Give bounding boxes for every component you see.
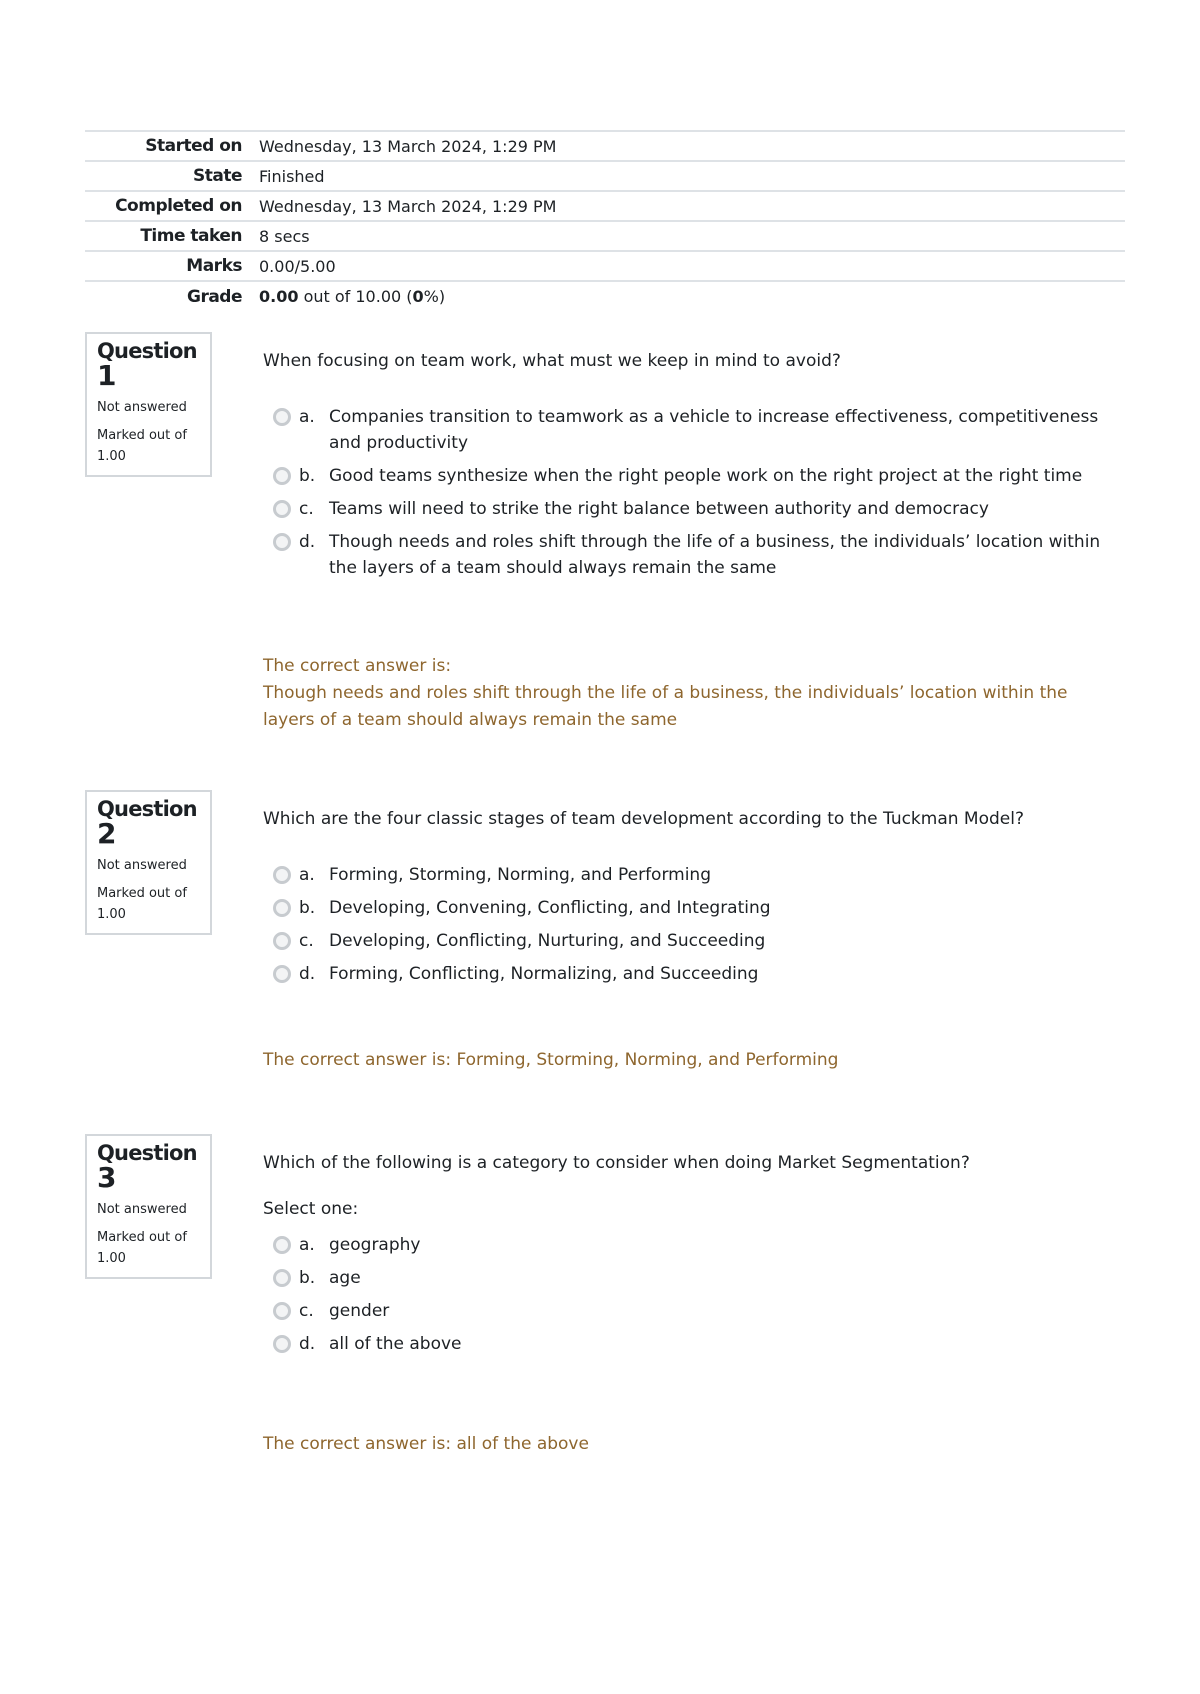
question-number: 2 — [97, 817, 117, 850]
summary-label: Marks — [85, 251, 257, 281]
summary-label: Completed on — [85, 191, 257, 221]
summary-row-marks — [85, 251, 1125, 281]
question-grade: Marked out of 1.00 — [97, 1230, 187, 1266]
answer-letter: c. — [299, 931, 314, 951]
radio-button-icon[interactable] — [273, 866, 291, 884]
summary-row-state — [85, 161, 1125, 191]
grade-out-of: out of 10.00 ( — [303, 287, 413, 306]
answer-letter: a. — [299, 865, 315, 885]
answer-option-b[interactable] — [263, 1265, 1103, 1291]
question-state: Not answered — [97, 400, 187, 415]
radio-button-icon[interactable] — [273, 1236, 291, 1254]
attempt-summary-table — [85, 130, 1125, 311]
grade-percent: 0 — [412, 287, 424, 306]
summary-label: Time taken — [85, 221, 257, 251]
answer-text: Developing, Conflicting, Nurturing, and Succeeding — [329, 931, 766, 951]
radio-button-icon[interactable] — [273, 467, 291, 485]
correct-answer-text: Though needs and roles shift through the life of a business, the individuals’ location within the layers of a team should always remain the same — [263, 683, 1068, 730]
select-one-prompt: Select one: — [263, 1199, 359, 1219]
answer-list — [263, 862, 1103, 987]
answer-letter: b. — [299, 898, 316, 918]
summary-value: Finished — [257, 161, 1125, 191]
radio-button-icon[interactable] — [273, 1335, 291, 1353]
question-label: Question — [97, 339, 197, 363]
answer-letter: d. — [299, 1334, 316, 1354]
answer-option-a[interactable] — [263, 862, 1103, 888]
summary-label: Started on — [85, 131, 257, 161]
answer-option-c[interactable] — [263, 1298, 1103, 1324]
answer-text: Though needs and roles shift through the life of a business, the individuals’ location within the layers of a team should always remain the same — [329, 532, 1101, 578]
radio-button-icon[interactable] — [273, 500, 291, 518]
answer-text: Forming, Storming, Norming, and Performing — [329, 865, 711, 885]
radio-button-icon[interactable] — [273, 1302, 291, 1320]
radio-button-icon[interactable] — [273, 533, 291, 551]
question-state: Not answered — [97, 1202, 187, 1217]
question-content — [263, 806, 1103, 1074]
answer-text: all of the above — [329, 1334, 462, 1354]
question-grade: Marked out of 1.00 — [97, 886, 187, 922]
answer-option-a[interactable] — [263, 404, 1103, 456]
answer-text: Developing, Convening, Conflicting, and Integrating — [329, 898, 771, 918]
radio-button-icon[interactable] — [273, 1269, 291, 1287]
question-number: 3 — [97, 1161, 117, 1194]
answer-text: Good teams synthesize when the right people work on the right project at the right time — [329, 466, 1083, 486]
correct-answer-heading: The correct answer is: — [263, 656, 452, 676]
question-grade: Marked out of 1.00 — [97, 428, 187, 464]
summary-value: Wednesday, 13 March 2024, 1:29 PM — [257, 131, 1125, 161]
answer-letter: d. — [299, 964, 316, 984]
answer-option-d[interactable] — [263, 961, 1103, 987]
answer-letter: a. — [299, 407, 315, 427]
answer-letter: c. — [299, 1301, 314, 1321]
summary-label: Grade — [85, 281, 257, 311]
question-info-box — [85, 790, 212, 935]
radio-button-icon[interactable] — [273, 899, 291, 917]
summary-row-completed — [85, 191, 1125, 221]
summary-row-time-taken — [85, 221, 1125, 251]
answer-text: gender — [329, 1301, 390, 1321]
summary-value: 8 secs — [257, 221, 1125, 251]
grade-percent-suffix: %) — [423, 287, 446, 306]
answer-list — [263, 1232, 1103, 1357]
correct-answer-feedback — [263, 1431, 1103, 1458]
summary-value: 0.00/5.00 — [257, 251, 1125, 281]
correct-answer-text: The correct answer is: all of the above — [263, 1434, 589, 1454]
grade-score: 0.00 — [259, 287, 299, 306]
answer-option-c[interactable] — [263, 928, 1103, 954]
summary-row-grade — [85, 281, 1125, 311]
question-content — [263, 348, 1103, 734]
answer-option-d[interactable] — [263, 1331, 1103, 1357]
answer-letter: b. — [299, 1268, 316, 1288]
question-text: Which of the following is a category to consider when doing Market Segmentation? — [263, 1153, 970, 1173]
answer-option-b[interactable] — [263, 895, 1103, 921]
question-info-box — [85, 1134, 212, 1279]
answer-letter: a. — [299, 1235, 315, 1255]
correct-answer-text: The correct answer is: Forming, Storming, Norming, and Performing — [263, 1050, 839, 1070]
answer-text: Teams will need to strike the right balance between authority and democracy — [329, 499, 989, 519]
answer-letter: b. — [299, 466, 316, 486]
question-label: Question — [97, 797, 197, 821]
question-content — [263, 1150, 1103, 1458]
question-state: Not answered — [97, 858, 187, 873]
answer-option-d[interactable] — [263, 529, 1103, 581]
summary-label: State — [85, 161, 257, 191]
question-number: 1 — [97, 359, 117, 392]
question-label: Question — [97, 1141, 197, 1165]
correct-answer-feedback — [263, 653, 1103, 734]
question-text: Which are the four classic stages of team development according to the Tuckman Model? — [263, 809, 1024, 829]
question-info-box — [85, 332, 212, 477]
correct-answer-feedback — [263, 1047, 1103, 1074]
answer-text: geography — [329, 1235, 421, 1255]
radio-button-icon[interactable] — [273, 932, 291, 950]
answer-text: Forming, Conflicting, Normalizing, and Succeeding — [329, 964, 759, 984]
radio-button-icon[interactable] — [273, 408, 291, 426]
answer-option-b[interactable] — [263, 463, 1103, 489]
answer-option-a[interactable] — [263, 1232, 1103, 1258]
summary-value: Wednesday, 13 March 2024, 1:29 PM — [257, 191, 1125, 221]
answer-list — [263, 404, 1103, 581]
answer-text: Companies transition to teamwork as a vehicle to increase effectiveness, competitiveness and productivity — [329, 407, 1099, 453]
summary-row-started — [85, 131, 1125, 161]
question-text: When focusing on team work, what must we keep in mind to avoid? — [263, 351, 841, 371]
grade-value — [257, 281, 1125, 311]
answer-letter: c. — [299, 499, 314, 519]
answer-option-c[interactable] — [263, 496, 1103, 522]
radio-button-icon[interactable] — [273, 965, 291, 983]
answer-letter: d. — [299, 532, 316, 552]
answer-text: age — [329, 1268, 361, 1288]
